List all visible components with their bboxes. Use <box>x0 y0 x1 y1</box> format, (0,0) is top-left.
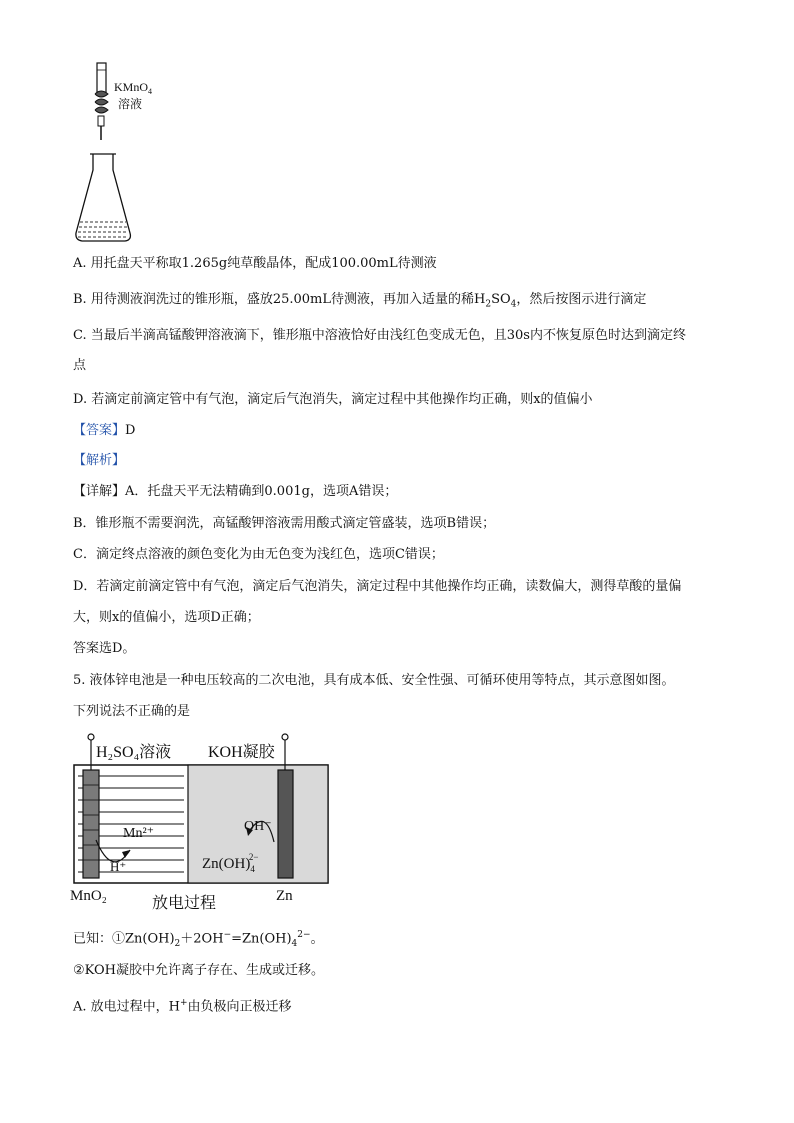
option-d: D. 若滴定前滴定管中有气泡，滴定后气泡消失，滴定过程中其他操作均正确，则x的值偏小 <box>73 392 593 407</box>
detail-line1: 【详解】A．托盘天平无法精确到0.001g，选项A错误； <box>73 484 398 499</box>
detail-line4: D．若滴定前滴定管中有气泡，滴定后气泡消失，滴定过程中其他操作均正确，读数偏大，测得草酸的量偏 <box>73 579 682 594</box>
zincate-label: $Zn(OH)_42-$ <box>202 852 259 874</box>
known-line1: 已知：$①Zn(OH)_2+2OH^-=Zn(OH)_4^{2-}$。 <box>73 930 324 949</box>
zn-label: Zn <box>276 888 293 904</box>
analysis-tag: 【解析】 <box>73 453 126 468</box>
titration-apparatus-figure <box>70 58 190 248</box>
battery-diagram <box>70 730 340 915</box>
h-ion-label: H⁺ <box>110 859 127 874</box>
answer-tag: 【答案】 <box>73 423 126 438</box>
reagent-label-2: 溶液 <box>118 97 143 111</box>
detail-tag: 【详解】 <box>73 484 126 499</box>
answer-line <box>73 421 135 441</box>
mn-ion-label: Mn²⁺ <box>123 826 155 841</box>
detail-line3: C．滴定终点溶液的颜色变化为由无色变为浅红色，选项C错误； <box>73 547 444 562</box>
detail-line6: 答案选D。 <box>73 641 136 656</box>
known-line2: ②KOH凝胶中允许离子存在、生成或迁移。 <box>73 963 325 978</box>
answer-value: D <box>125 423 136 438</box>
oh-ion-label: OH⁻ <box>244 819 272 834</box>
right-gel-label: KOH凝胶 <box>208 744 275 761</box>
question5-line2: 下列说法不正确的是 <box>73 704 191 719</box>
detail-line2: B．锥形瓶不需要润洗，高锰酸钾溶液需用酸式滴定管盛装，选项B错误； <box>73 516 496 531</box>
q5-option-a: A. 放电过程中，H+由负极向正极迁移 <box>73 998 292 1015</box>
mno2-label: MnO₂ <box>70 888 107 904</box>
left-solution-label: H₂SO₄溶液 <box>96 744 172 761</box>
option-c-line1: C. 当最后半滴高锰酸钾溶液滴下，锥形瓶中溶液恰好由浅红色变成无色，且30s内不恢复原色时达到滴定终 <box>73 328 686 343</box>
option-c-line2: 点 <box>73 358 87 373</box>
reagent-label: KMnO$_4$ <box>114 80 153 96</box>
detail-line5: 大，则x的值偏小，选项D正确； <box>73 610 260 625</box>
question5-line1: 5. 液体锌电池是一种电压较高的二次电池，具有成本低、安全性强、可循环使用等特点，其示意图如图。 <box>73 673 675 688</box>
option-b: B. 用待测液润洗过的锥形瓶，盛放25.00mL待测液，再加入适量的稀$H_2SO_4$，然后按图示进行滴定 <box>73 292 647 310</box>
figure-caption: 放电过程 <box>152 895 217 912</box>
option-a: A. 用托盘天平称取1.265g纯草酸晶体，配成100.00mL待测液 <box>73 256 437 271</box>
